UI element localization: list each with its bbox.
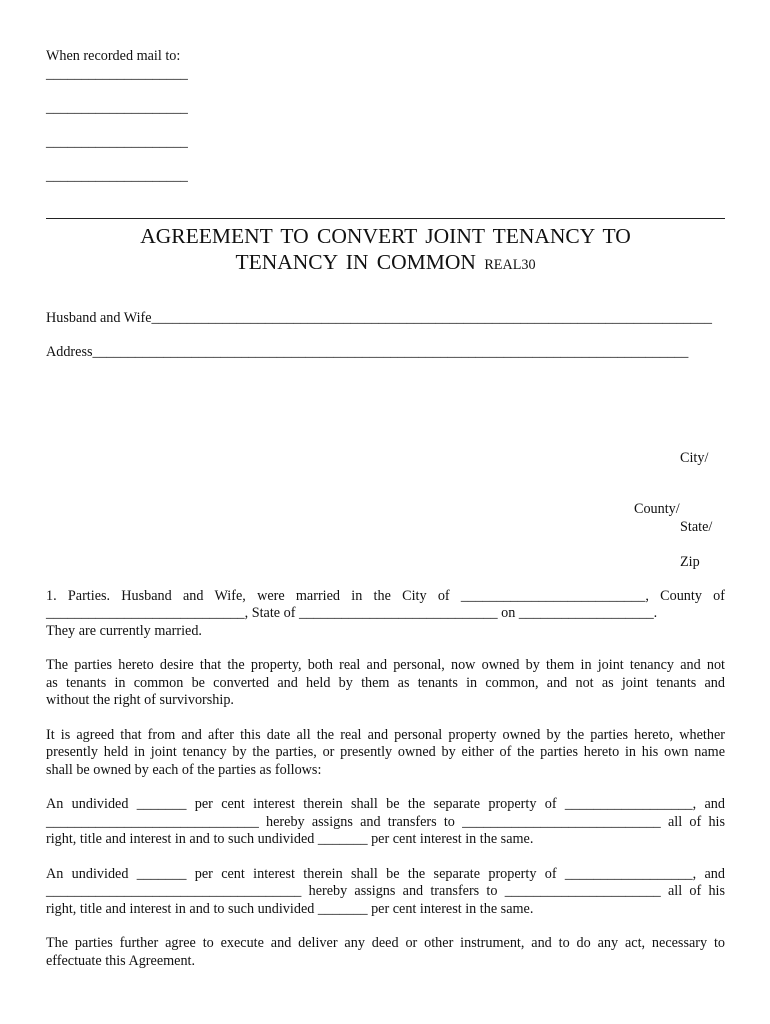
form-code: REAL30: [484, 257, 536, 273]
recorded-mail-line-1: ____________________: [46, 66, 188, 82]
undivided1-line-3: right, title and interest in and to such undivided _______ per cent interest in the same.: [46, 831, 534, 847]
document-title-line-1: AGREEMENT TO CONVERT JOINT TENANCY TO: [140, 224, 631, 248]
undivided2-line-3: right, title and interest in and to such undivided _______ per cent interest in the same.: [46, 901, 534, 917]
desire-line-1: The parties hereto desire that the property, both real and personal, now owned by them in joint tenancy and not: [46, 657, 725, 673]
document-title-line-2: [46, 250, 725, 277]
recorded-mail-line-2: ____________________: [46, 100, 188, 116]
desire-line-2: as tenants in common be converted and held by them as tenants in common, and not as joint tenants and: [46, 675, 725, 691]
document-title-text: TENANCY IN COMMON: [235, 250, 476, 274]
parties-line-3: They are currently married.: [46, 623, 202, 639]
recorded-mail-label: When recorded mail to:: [46, 48, 181, 64]
undivided2-line-2: ____________________________________ hereby assigns and transfers to ______________________ all of his: [46, 883, 725, 899]
county-label: County/: [634, 501, 680, 517]
agreed-line-3: shall be owned by each of the parties as follows:: [46, 762, 322, 778]
undivided1-line-1: An undivided _______ per cent interest therein shall be the separate property of __________________, and: [46, 796, 725, 812]
further-line-1: The parties further agree to execute and deliver any deed or other instrument, and to do any act, necessary to: [46, 935, 725, 951]
desire-line-3: without the right of survivorship.: [46, 692, 234, 708]
zip-label: Zip: [680, 554, 700, 570]
recorded-mail-line-3: ____________________: [46, 134, 188, 150]
parties-line-1: 1. Parties. Husband and Wife, were married in the City of __________________________, County of: [46, 588, 725, 604]
parties-line-2: ____________________________, State of ____________________________ on ___________________.: [46, 605, 658, 621]
agreed-line-2: presently held in joint tenancy by the parties, or presently owned by either of the parties hereto in his own name: [46, 744, 725, 760]
state-label: State/: [680, 519, 713, 535]
undivided2-line-1: An undivided _______ per cent interest therein shall be the separate property of __________________, and: [46, 866, 725, 882]
city-label: City/: [680, 450, 709, 466]
husband-wife-field: Husband and Wife_______________________________________________________________________________: [46, 310, 712, 326]
undivided1-line-2: ______________________________ hereby assigns and transfers to ____________________________ all of his: [46, 814, 725, 830]
further-line-2: effectuate this Agreement.: [46, 953, 196, 969]
header-divider: [46, 218, 725, 219]
address-field: Address____________________________________________________________________________________: [46, 344, 689, 360]
agreed-line-1: It is agreed that from and after this date all the real and personal property owned by the parties hereto, whether: [46, 727, 725, 743]
recorded-mail-line-4: ____________________: [46, 168, 188, 184]
